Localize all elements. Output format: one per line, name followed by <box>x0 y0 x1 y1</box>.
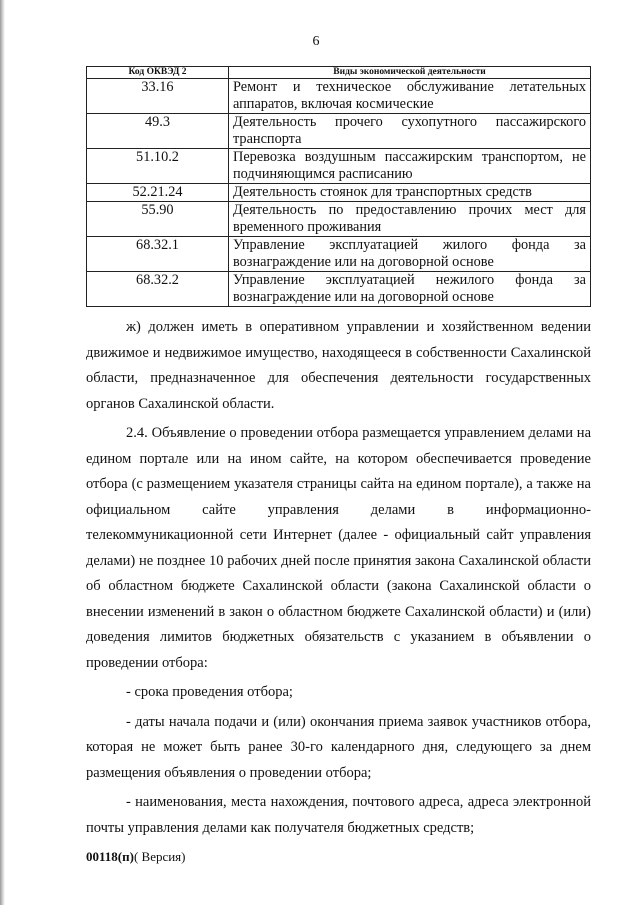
activity-description: Управление эксплуатацией нежилого фонда за вознаграждение или на договорной основе <box>229 272 591 307</box>
list-item-name-address: - наименования, места нахождения, почтового адреса, адреса электронной почты управления делами как получателя бюджетных средств; <box>86 794 591 836</box>
okved-code: 68.32.1 <box>87 237 229 272</box>
table-row <box>87 272 591 307</box>
list-item-term: - срока проведения отбора; <box>126 684 293 700</box>
table-row <box>87 149 591 184</box>
header-code: Код ОКВЭД 2 <box>87 67 229 79</box>
scan-edge-shadow <box>0 0 5 905</box>
table-row <box>87 114 591 149</box>
activity-description: Деятельность по предоставлению прочих мест для временного проживания <box>229 202 591 237</box>
footer-version <box>86 849 186 865</box>
okved-code: 49.3 <box>87 114 229 149</box>
okved-code: 55.90 <box>87 202 229 237</box>
table-row <box>87 237 591 272</box>
table-header-row <box>87 67 591 79</box>
paragraph-2-4: 2.4. Объявление о проведении отбора размещается управлением делами на едином портале или на ином сайте, на котором обеспечивается проведение отбора (с размещением указателя страницы сайта на едином портале), а также на официальном сайте управления делами в информационно-телекоммуникационной сети Интернет (далее - официальный сайт управления делами) не позднее 10 рабочих дней после принятия закона Сахалинской области об областном бюджете Сахалинской области (закона Сахалинской области о внесении изменений в закон о областном бюджете Сахалинской области) и (или) доведения лимитов бюджетных обязательств с указанием в объявлении о проведении отбора: <box>86 425 591 671</box>
okved-code: 68.32.2 <box>87 272 229 307</box>
table-row <box>87 79 591 114</box>
paragraph-zh: ж) должен иметь в оперативном управлении и хозяйственном ведении движимое и недвижимое имущество, находящееся в собственности Сахалинской области, предназначенное для обеспечения деятельности государственных органов Сахалинской области. <box>86 319 591 412</box>
table-row <box>87 202 591 237</box>
document-body <box>86 315 591 841</box>
page-number: 6 <box>312 34 320 49</box>
document-code: 00118(п) <box>86 849 134 864</box>
activity-description: Деятельность прочего сухопутного пассажирского транспорта <box>229 114 591 149</box>
okved-code: 33.16 <box>87 79 229 114</box>
version-label: ( Версия) <box>133 849 186 864</box>
okved-code: 52.21.24 <box>87 184 229 202</box>
activity-description: Деятельность стоянок для транспортных средств <box>229 184 591 202</box>
header-activity: Виды экономической деятельности <box>229 67 591 79</box>
activity-description: Перевозка воздушным пассажирским транспортом, не подчиняющимся расписанию <box>229 149 591 184</box>
okved-table <box>86 66 591 307</box>
table-row <box>87 184 591 202</box>
activity-description: Ремонт и техническое обслуживание летательных аппаратов, включая космические <box>229 79 591 114</box>
activity-description: Управление эксплуатацией жилого фонда за вознаграждение или на договорной основе <box>229 237 591 272</box>
okved-code: 51.10.2 <box>87 149 229 184</box>
list-item-dates: - даты начала подачи и (или) окончания приема заявок участников отбора, которая не может быть ранее 30-го календарного дня, следующего за днем размещения объявления о проведении отбора; <box>86 713 591 781</box>
